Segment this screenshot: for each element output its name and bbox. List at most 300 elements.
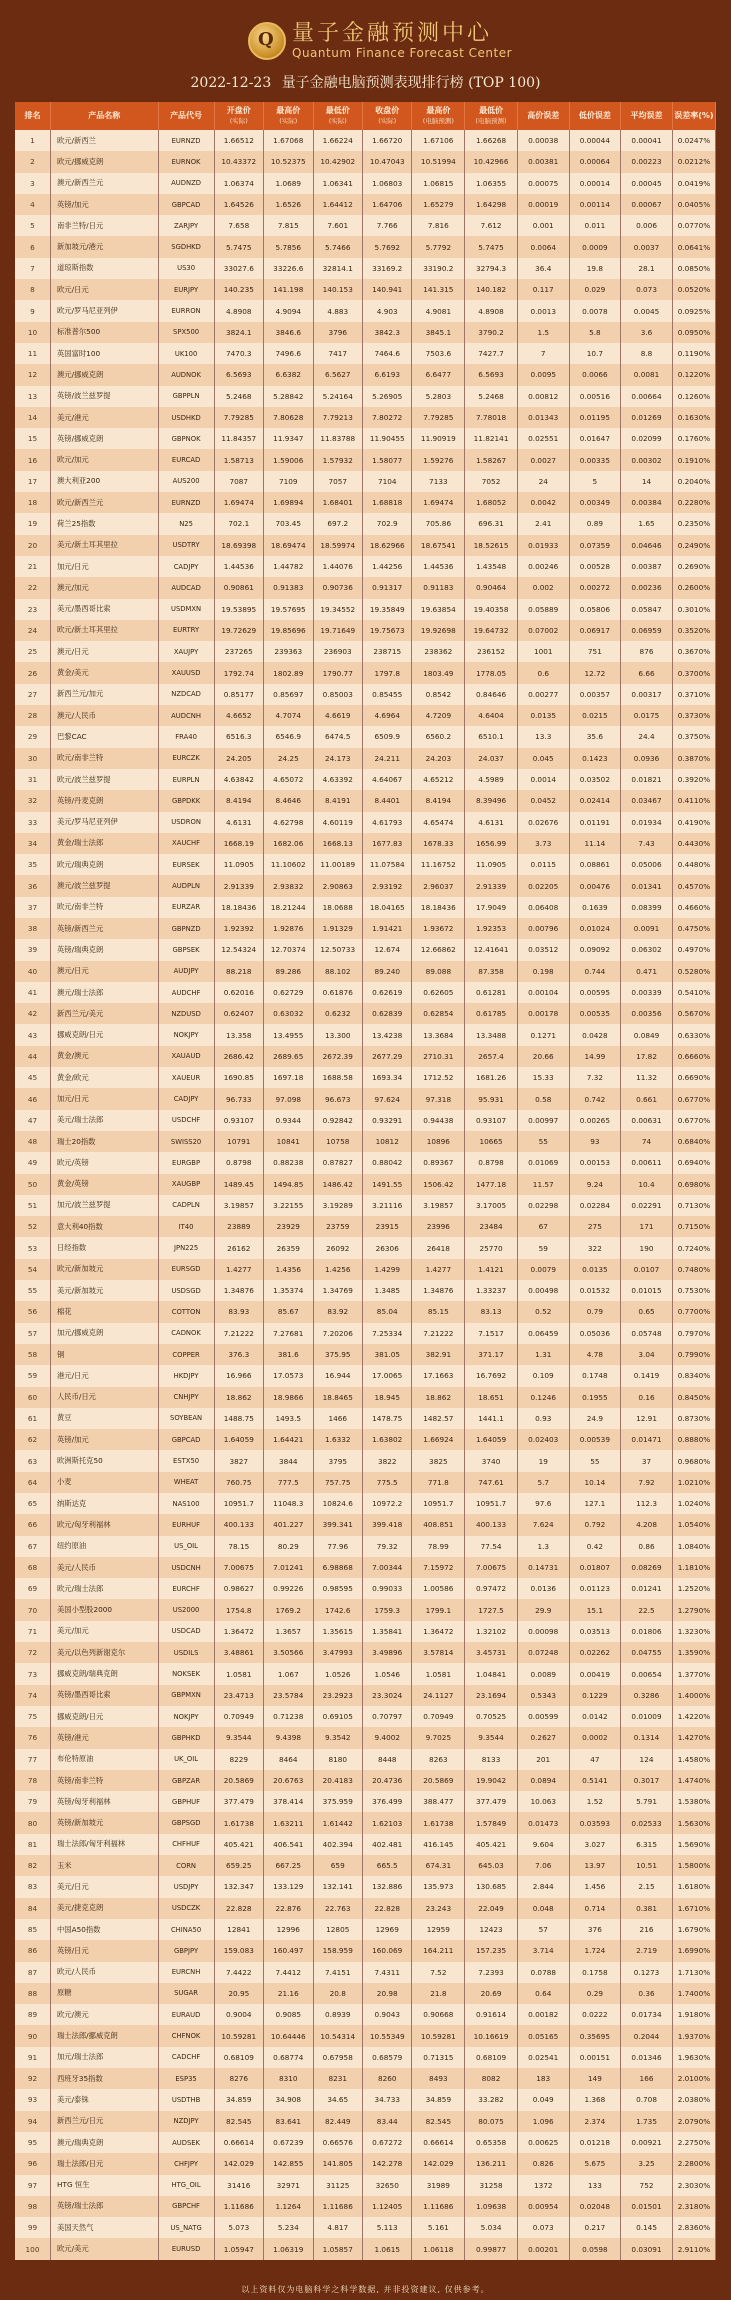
high-forecast-cell: 4.7209 bbox=[412, 705, 465, 726]
table-row[interactable] bbox=[15, 1301, 716, 1322]
column-header[interactable] bbox=[51, 102, 159, 130]
table-row[interactable] bbox=[15, 1812, 716, 1833]
low-actual-cell: 1.61442 bbox=[313, 1812, 362, 1833]
table-row[interactable] bbox=[15, 1408, 716, 1429]
high-forecast-cell: 17.1663 bbox=[412, 1365, 465, 1386]
low-forecast-cell: 18.651 bbox=[465, 1387, 518, 1408]
high-error-cell: 0.0014 bbox=[517, 769, 569, 790]
table-row[interactable] bbox=[15, 1429, 716, 1450]
rank-cell: 38 bbox=[15, 918, 51, 939]
table-row[interactable] bbox=[15, 449, 716, 470]
high-actual-cell: 7.01241 bbox=[264, 1557, 313, 1578]
avg-error-cell: 0.00654 bbox=[621, 1663, 673, 1684]
open-actual-cell: 1.92392 bbox=[214, 918, 263, 939]
product-name-cell: 欧元/英镑 bbox=[51, 1152, 159, 1173]
high-actual-cell: 0.9344 bbox=[264, 1110, 313, 1131]
table-row[interactable] bbox=[15, 577, 716, 598]
product-code-cell: US_NATG bbox=[158, 2217, 214, 2238]
table-row[interactable] bbox=[15, 194, 716, 215]
high-error-cell: 0.00201 bbox=[517, 2238, 569, 2259]
low-actual-cell: 10.54314 bbox=[313, 2025, 362, 2046]
table-row[interactable] bbox=[15, 1621, 716, 1642]
table-row[interactable] bbox=[15, 1834, 716, 1855]
error-rate-cell: 0.6770% bbox=[672, 1110, 715, 1131]
table-row[interactable] bbox=[15, 386, 716, 407]
product-code-cell: EURTRY bbox=[158, 620, 214, 641]
low-error-cell: 0.02048 bbox=[569, 2196, 621, 2217]
table-row[interactable] bbox=[15, 1663, 716, 1684]
low-forecast-cell: 87.358 bbox=[465, 961, 518, 982]
high-error-cell: 0.048 bbox=[517, 1898, 569, 1919]
low-actual-cell: 5.24164 bbox=[313, 386, 362, 407]
table-row[interactable] bbox=[15, 1387, 716, 1408]
table-row[interactable] bbox=[15, 1493, 716, 1514]
high-forecast-cell: 13.3684 bbox=[412, 1024, 465, 1045]
table-row[interactable] bbox=[15, 535, 716, 556]
close-actual-cell: 5.26905 bbox=[363, 386, 412, 407]
low-actual-cell: 19.34552 bbox=[313, 599, 362, 620]
error-rate-cell: 1.4580% bbox=[672, 1749, 715, 1770]
avg-error-cell: 171 bbox=[621, 1216, 673, 1237]
table-row[interactable] bbox=[15, 1706, 716, 1727]
high-error-cell: 1.5 bbox=[517, 322, 569, 343]
table-row[interactable] bbox=[15, 1472, 716, 1493]
high-actual-cell: 8310 bbox=[264, 2068, 313, 2089]
table-row[interactable] bbox=[15, 2004, 716, 2025]
column-label: 高价误差 bbox=[527, 111, 560, 120]
low-actual-cell: 1.44076 bbox=[313, 556, 362, 577]
low-forecast-cell: 1681.26 bbox=[465, 1067, 518, 1088]
low-error-cell: 0.08861 bbox=[569, 854, 621, 875]
table-row[interactable] bbox=[15, 1024, 716, 1045]
column-header[interactable] bbox=[214, 102, 263, 130]
table-row[interactable] bbox=[15, 492, 716, 513]
table-row[interactable] bbox=[15, 2089, 716, 2110]
table-row[interactable] bbox=[15, 215, 716, 236]
open-actual-cell: 4.63842 bbox=[214, 769, 263, 790]
high-error-cell: 1.31 bbox=[517, 1344, 569, 1365]
table-row[interactable] bbox=[15, 1003, 716, 1024]
low-error-cell: 0.02262 bbox=[569, 1642, 621, 1663]
high-forecast-cell: 8.4194 bbox=[412, 790, 465, 811]
column-header[interactable] bbox=[621, 102, 673, 130]
error-rate-cell: 0.4190% bbox=[672, 812, 715, 833]
table-row[interactable] bbox=[15, 641, 716, 662]
product-name-cell: 欧洲斯托克50 bbox=[51, 1450, 159, 1471]
low-actual-cell: 7.4151 bbox=[313, 1962, 362, 1983]
column-header[interactable] bbox=[412, 102, 465, 130]
table-row[interactable] bbox=[15, 1919, 716, 1940]
column-header[interactable] bbox=[569, 102, 621, 130]
high-actual-cell: 12996 bbox=[264, 1919, 313, 1940]
avg-error-cell: 0.06959 bbox=[621, 620, 673, 641]
table-row[interactable] bbox=[15, 1983, 716, 2004]
table-row[interactable] bbox=[15, 2175, 716, 2196]
table-row[interactable] bbox=[15, 1514, 716, 1535]
table-row[interactable] bbox=[15, 1046, 716, 1067]
table-row[interactable] bbox=[15, 151, 716, 172]
close-actual-cell: 20.4736 bbox=[363, 1770, 412, 1791]
table-row[interactable] bbox=[15, 1898, 716, 1919]
table-row[interactable] bbox=[15, 1344, 716, 1365]
table-row[interactable] bbox=[15, 300, 716, 321]
low-actual-cell: 1.4256 bbox=[313, 1259, 362, 1280]
table-row[interactable] bbox=[15, 1727, 716, 1748]
high-forecast-cell: 1.67106 bbox=[412, 130, 465, 151]
rank-cell: 65 bbox=[15, 1493, 51, 1514]
table-row[interactable] bbox=[15, 875, 716, 896]
column-header[interactable] bbox=[465, 102, 518, 130]
low-error-cell: 0.79 bbox=[569, 1301, 621, 1322]
low-forecast-cell: 1.64059 bbox=[465, 1429, 518, 1450]
avg-error-cell: 0.00041 bbox=[621, 130, 673, 151]
table-row[interactable] bbox=[15, 918, 716, 939]
open-actual-cell: 0.62407 bbox=[214, 1003, 263, 1024]
high-error-cell: 0.05889 bbox=[517, 599, 569, 620]
low-forecast-cell: 400.133 bbox=[465, 1514, 518, 1535]
table-row[interactable] bbox=[15, 556, 716, 577]
low-forecast-cell: 12423 bbox=[465, 1919, 518, 1940]
high-actual-cell: 667.25 bbox=[264, 1855, 313, 1876]
table-row[interactable] bbox=[15, 2132, 716, 2153]
avg-error-cell: 0.08399 bbox=[621, 897, 673, 918]
table-row[interactable] bbox=[15, 897, 716, 918]
table-row[interactable] bbox=[15, 1110, 716, 1131]
table-row[interactable] bbox=[15, 173, 716, 194]
logo-icon bbox=[248, 22, 286, 60]
low-error-cell: 0.742 bbox=[569, 1088, 621, 1109]
low-actual-cell: 18.0688 bbox=[313, 897, 362, 918]
low-error-cell: 0.35695 bbox=[569, 2025, 621, 2046]
product-name-cell: 欧元/瑞典克朗 bbox=[51, 854, 159, 875]
rank-cell: 43 bbox=[15, 1024, 51, 1045]
table-row[interactable] bbox=[15, 343, 716, 364]
column-header[interactable] bbox=[363, 102, 412, 130]
low-actual-cell: 375.959 bbox=[313, 1791, 362, 1812]
error-rate-cell: 0.5410% bbox=[672, 982, 715, 1003]
open-actual-cell: 20.95 bbox=[214, 1983, 263, 2004]
low-actual-cell: 1.35615 bbox=[313, 1621, 362, 1642]
table-row[interactable] bbox=[15, 854, 716, 875]
low-actual-cell: 1466 bbox=[313, 1408, 362, 1429]
product-code-cell: XAUAUD bbox=[158, 1046, 214, 1067]
high-forecast-cell: 7.816 bbox=[412, 215, 465, 236]
column-header[interactable] bbox=[672, 102, 715, 130]
high-forecast-cell: 1678.33 bbox=[412, 833, 465, 854]
error-rate-cell: 0.1910% bbox=[672, 449, 715, 470]
table-row[interactable] bbox=[15, 236, 716, 257]
rank-cell: 40 bbox=[15, 961, 51, 982]
table-row[interactable] bbox=[15, 2238, 716, 2259]
table-row[interactable] bbox=[15, 2025, 716, 2046]
high-actual-cell: 141.198 bbox=[264, 279, 313, 300]
table-row[interactable] bbox=[15, 1152, 716, 1173]
low-forecast-cell: 83.13 bbox=[465, 1301, 518, 1322]
table-row[interactable] bbox=[15, 748, 716, 769]
high-forecast-cell: 1.44536 bbox=[412, 556, 465, 577]
high-error-cell: 0.045 bbox=[517, 748, 569, 769]
table-row[interactable] bbox=[15, 279, 716, 300]
low-error-cell: 0.0078 bbox=[569, 300, 621, 321]
open-actual-cell: 10791 bbox=[214, 1131, 263, 1152]
table-row[interactable] bbox=[15, 705, 716, 726]
avg-error-cell: 0.00302 bbox=[621, 449, 673, 470]
error-rate-cell: 0.5280% bbox=[672, 961, 715, 982]
product-name-cell: 澳元/日元 bbox=[51, 641, 159, 662]
low-error-cell: 0.00153 bbox=[569, 1152, 621, 1173]
column-header[interactable] bbox=[158, 102, 214, 130]
low-error-cell: 12.72 bbox=[569, 662, 621, 683]
product-name-cell: 挪威克朗/瑞典克朗 bbox=[51, 1663, 159, 1684]
error-rate-cell: 0.8450% bbox=[672, 1387, 715, 1408]
close-actual-cell: 1.3485 bbox=[363, 1280, 412, 1301]
table-row[interactable] bbox=[15, 513, 716, 534]
table-row[interactable] bbox=[15, 1088, 716, 1109]
avg-error-cell: 0.04646 bbox=[621, 535, 673, 556]
column-header[interactable] bbox=[313, 102, 362, 130]
high-forecast-cell: 8493 bbox=[412, 2068, 465, 2089]
product-name-cell: 欧元/美元 bbox=[51, 2238, 159, 2259]
product-name-cell: 加元/挪威克朗 bbox=[51, 1323, 159, 1344]
product-code-cell: GBPZAR bbox=[158, 1770, 214, 1791]
product-name-cell: 美元/泰铢 bbox=[51, 2089, 159, 2110]
low-actual-cell: 11.83788 bbox=[313, 428, 362, 449]
high-error-cell: 0.00381 bbox=[517, 151, 569, 172]
low-error-cell: 14.99 bbox=[569, 1046, 621, 1067]
table-row[interactable] bbox=[15, 2217, 716, 2238]
table-row[interactable] bbox=[15, 1962, 716, 1983]
table-row[interactable] bbox=[15, 1323, 716, 1344]
table-row[interactable] bbox=[15, 1940, 716, 1961]
low-forecast-cell: 9.3544 bbox=[465, 1727, 518, 1748]
avg-error-cell: 0.00921 bbox=[621, 2132, 673, 2153]
error-rate-cell: 1.7400% bbox=[672, 1983, 715, 2004]
product-code-cell: CNHJPY bbox=[158, 1387, 214, 1408]
table-row[interactable] bbox=[15, 662, 716, 683]
avg-error-cell: 0.04755 bbox=[621, 1642, 673, 1663]
error-rate-cell: 0.7990% bbox=[672, 1344, 715, 1365]
low-forecast-cell: 1.4121 bbox=[465, 1259, 518, 1280]
table-row[interactable] bbox=[15, 258, 716, 279]
table-row[interactable] bbox=[15, 1450, 716, 1471]
low-actual-cell: 13.300 bbox=[313, 1024, 362, 1045]
low-error-cell: 55 bbox=[569, 1450, 621, 1471]
low-forecast-cell: 0.99877 bbox=[465, 2238, 518, 2259]
rank-cell: 17 bbox=[15, 471, 51, 492]
product-name-cell: 美元/墨西哥比索 bbox=[51, 599, 159, 620]
low-error-cell: 7.32 bbox=[569, 1067, 621, 1088]
table-row[interactable] bbox=[15, 1855, 716, 1876]
low-actual-cell: 24.173 bbox=[313, 748, 362, 769]
low-actual-cell: 23.2923 bbox=[313, 1685, 362, 1706]
product-code-cell: SOYBEAN bbox=[158, 1408, 214, 1429]
high-actual-cell: 0.99226 bbox=[264, 1578, 313, 1599]
close-actual-cell: 7104 bbox=[363, 471, 412, 492]
low-forecast-cell: 0.61785 bbox=[465, 1003, 518, 1024]
open-actual-cell: 18.862 bbox=[214, 1387, 263, 1408]
product-code-cell: EURZAR bbox=[158, 897, 214, 918]
product-name-cell: 英国富时100 bbox=[51, 343, 159, 364]
table-row[interactable] bbox=[15, 2111, 716, 2132]
rank-cell: 6 bbox=[15, 236, 51, 257]
table-row[interactable] bbox=[15, 322, 716, 343]
column-header[interactable] bbox=[15, 102, 51, 130]
low-forecast-cell: 2.91339 bbox=[465, 875, 518, 896]
table-row[interactable] bbox=[15, 2153, 716, 2174]
table-row[interactable] bbox=[15, 726, 716, 747]
rank-cell: 93 bbox=[15, 2089, 51, 2110]
high-actual-cell: 1.92876 bbox=[264, 918, 313, 939]
table-row[interactable] bbox=[15, 1174, 716, 1195]
column-header[interactable] bbox=[264, 102, 313, 130]
table-row[interactable] bbox=[15, 599, 716, 620]
product-name-cell: 英镑/新西兰元 bbox=[51, 918, 159, 939]
high-forecast-cell: 1.61738 bbox=[412, 1812, 465, 1833]
low-forecast-cell: 19.40358 bbox=[465, 599, 518, 620]
low-error-cell: 0.0135 bbox=[569, 1259, 621, 1280]
column-sublabel: (实际) bbox=[279, 117, 298, 125]
rank-cell: 36 bbox=[15, 875, 51, 896]
low-actual-cell: 158.959 bbox=[313, 1940, 362, 1961]
table-row[interactable] bbox=[15, 1067, 716, 1088]
open-actual-cell: 0.90861 bbox=[214, 577, 263, 598]
table-row[interactable] bbox=[15, 1365, 716, 1386]
close-actual-cell: 7.00344 bbox=[363, 1557, 412, 1578]
table-row[interactable] bbox=[15, 471, 716, 492]
table-row[interactable] bbox=[15, 1280, 716, 1301]
table-row[interactable] bbox=[15, 428, 716, 449]
low-actual-cell: 0.98595 bbox=[313, 1578, 362, 1599]
error-rate-cell: 0.6840% bbox=[672, 1131, 715, 1152]
table-row[interactable] bbox=[15, 939, 716, 960]
table-row[interactable] bbox=[15, 982, 716, 1003]
table-row[interactable] bbox=[15, 364, 716, 385]
table-row[interactable] bbox=[15, 2196, 716, 2217]
low-forecast-cell: 12.41641 bbox=[465, 939, 518, 960]
rank-cell: 66 bbox=[15, 1514, 51, 1535]
low-error-cell: 93 bbox=[569, 1131, 621, 1152]
close-actual-cell: 22.828 bbox=[363, 1898, 412, 1919]
low-error-cell: 0.0428 bbox=[569, 1024, 621, 1045]
high-actual-cell: 5.234 bbox=[264, 2217, 313, 2238]
open-actual-cell: 237265 bbox=[214, 641, 263, 662]
table-row[interactable] bbox=[15, 1770, 716, 1791]
low-actual-cell: 20.8 bbox=[313, 1983, 362, 2004]
column-label: 最高价 bbox=[426, 106, 451, 115]
high-error-cell: 0.109 bbox=[517, 1365, 569, 1386]
table-row[interactable] bbox=[15, 1237, 716, 1258]
error-rate-cell: 0.2280% bbox=[672, 492, 715, 513]
rank-cell: 80 bbox=[15, 1812, 51, 1833]
open-actual-cell: 5.073 bbox=[214, 2217, 263, 2238]
table-row[interactable] bbox=[15, 1642, 716, 1663]
product-code-cell: EURRON bbox=[158, 300, 214, 321]
table-row[interactable] bbox=[15, 790, 716, 811]
high-forecast-cell: 24.203 bbox=[412, 748, 465, 769]
error-rate-cell: 2.3030% bbox=[672, 2175, 715, 2196]
product-name-cell: 玉米 bbox=[51, 1855, 159, 1876]
rank-cell: 96 bbox=[15, 2153, 51, 2174]
product-code-cell: USDCHF bbox=[158, 1110, 214, 1131]
rank-cell: 52 bbox=[15, 1216, 51, 1237]
open-actual-cell: 1.66512 bbox=[214, 130, 263, 151]
table-row[interactable] bbox=[15, 1685, 716, 1706]
error-rate-cell: 1.0840% bbox=[672, 1536, 715, 1557]
low-error-cell: 10.14 bbox=[569, 1472, 621, 1493]
high-error-cell: 1372 bbox=[517, 2175, 569, 2196]
product-code-cell: COTTON bbox=[158, 1301, 214, 1322]
table-row[interactable] bbox=[15, 1578, 716, 1599]
high-error-cell: 0.0042 bbox=[517, 492, 569, 513]
avg-error-cell: 7.43 bbox=[621, 833, 673, 854]
table-row[interactable] bbox=[15, 620, 716, 641]
high-forecast-cell: 238362 bbox=[412, 641, 465, 662]
low-error-cell: 0.01807 bbox=[569, 1557, 621, 1578]
close-actual-cell: 19.75673 bbox=[363, 620, 412, 641]
table-row[interactable] bbox=[15, 1599, 716, 1620]
table-row[interactable] bbox=[15, 684, 716, 705]
close-actual-cell: 132.886 bbox=[363, 1876, 412, 1897]
table-row[interactable] bbox=[15, 1536, 716, 1557]
low-actual-cell: 12805 bbox=[313, 1919, 362, 1940]
high-error-cell: 0.1246 bbox=[517, 1387, 569, 1408]
low-actual-cell: 132.141 bbox=[313, 1876, 362, 1897]
close-actual-cell: 402.481 bbox=[363, 1834, 412, 1855]
table-row[interactable] bbox=[15, 1876, 716, 1897]
low-forecast-cell: 2657.4 bbox=[465, 1046, 518, 1067]
table-row[interactable] bbox=[15, 961, 716, 982]
table-row[interactable] bbox=[15, 1195, 716, 1216]
avg-error-cell: 11.32 bbox=[621, 1067, 673, 1088]
avg-error-cell: 8.8 bbox=[621, 343, 673, 364]
high-actual-cell: 1.69894 bbox=[264, 492, 313, 513]
error-rate-cell: 2.2800% bbox=[672, 2153, 715, 2174]
close-actual-cell: 142.278 bbox=[363, 2153, 412, 2174]
rank-cell: 35 bbox=[15, 854, 51, 875]
low-actual-cell: 375.95 bbox=[313, 1344, 362, 1365]
table-row[interactable] bbox=[15, 812, 716, 833]
rank-cell: 23 bbox=[15, 599, 51, 620]
high-forecast-cell: 164.211 bbox=[412, 1940, 465, 1961]
table-row[interactable] bbox=[15, 1791, 716, 1812]
avg-error-cell: 0.381 bbox=[621, 1898, 673, 1919]
column-header[interactable] bbox=[517, 102, 569, 130]
close-actual-cell: 2.93192 bbox=[363, 875, 412, 896]
table-row[interactable] bbox=[15, 1216, 716, 1237]
table-row[interactable] bbox=[15, 130, 716, 151]
table-row[interactable] bbox=[15, 407, 716, 428]
low-error-cell: 0.00419 bbox=[569, 1663, 621, 1684]
rank-cell: 41 bbox=[15, 982, 51, 1003]
low-error-cell: 0.01195 bbox=[569, 407, 621, 428]
table-row[interactable] bbox=[15, 1259, 716, 1280]
high-actual-cell: 4.65072 bbox=[264, 769, 313, 790]
error-rate-cell: 0.8730% bbox=[672, 1408, 715, 1429]
high-forecast-cell: 78.99 bbox=[412, 1536, 465, 1557]
table-row[interactable] bbox=[15, 833, 716, 854]
table-row[interactable] bbox=[15, 1749, 716, 1770]
table-row[interactable] bbox=[15, 2068, 716, 2089]
open-actual-cell: 10.59281 bbox=[214, 2025, 263, 2046]
low-error-cell: 0.00265 bbox=[569, 1110, 621, 1131]
high-actual-cell: 777.5 bbox=[264, 1472, 313, 1493]
table-row[interactable] bbox=[15, 1557, 716, 1578]
table-row[interactable] bbox=[15, 769, 716, 790]
high-error-cell: 0.00019 bbox=[517, 194, 569, 215]
high-forecast-cell: 1.93672 bbox=[412, 918, 465, 939]
table-row[interactable] bbox=[15, 2047, 716, 2068]
table-row[interactable] bbox=[15, 1131, 716, 1152]
